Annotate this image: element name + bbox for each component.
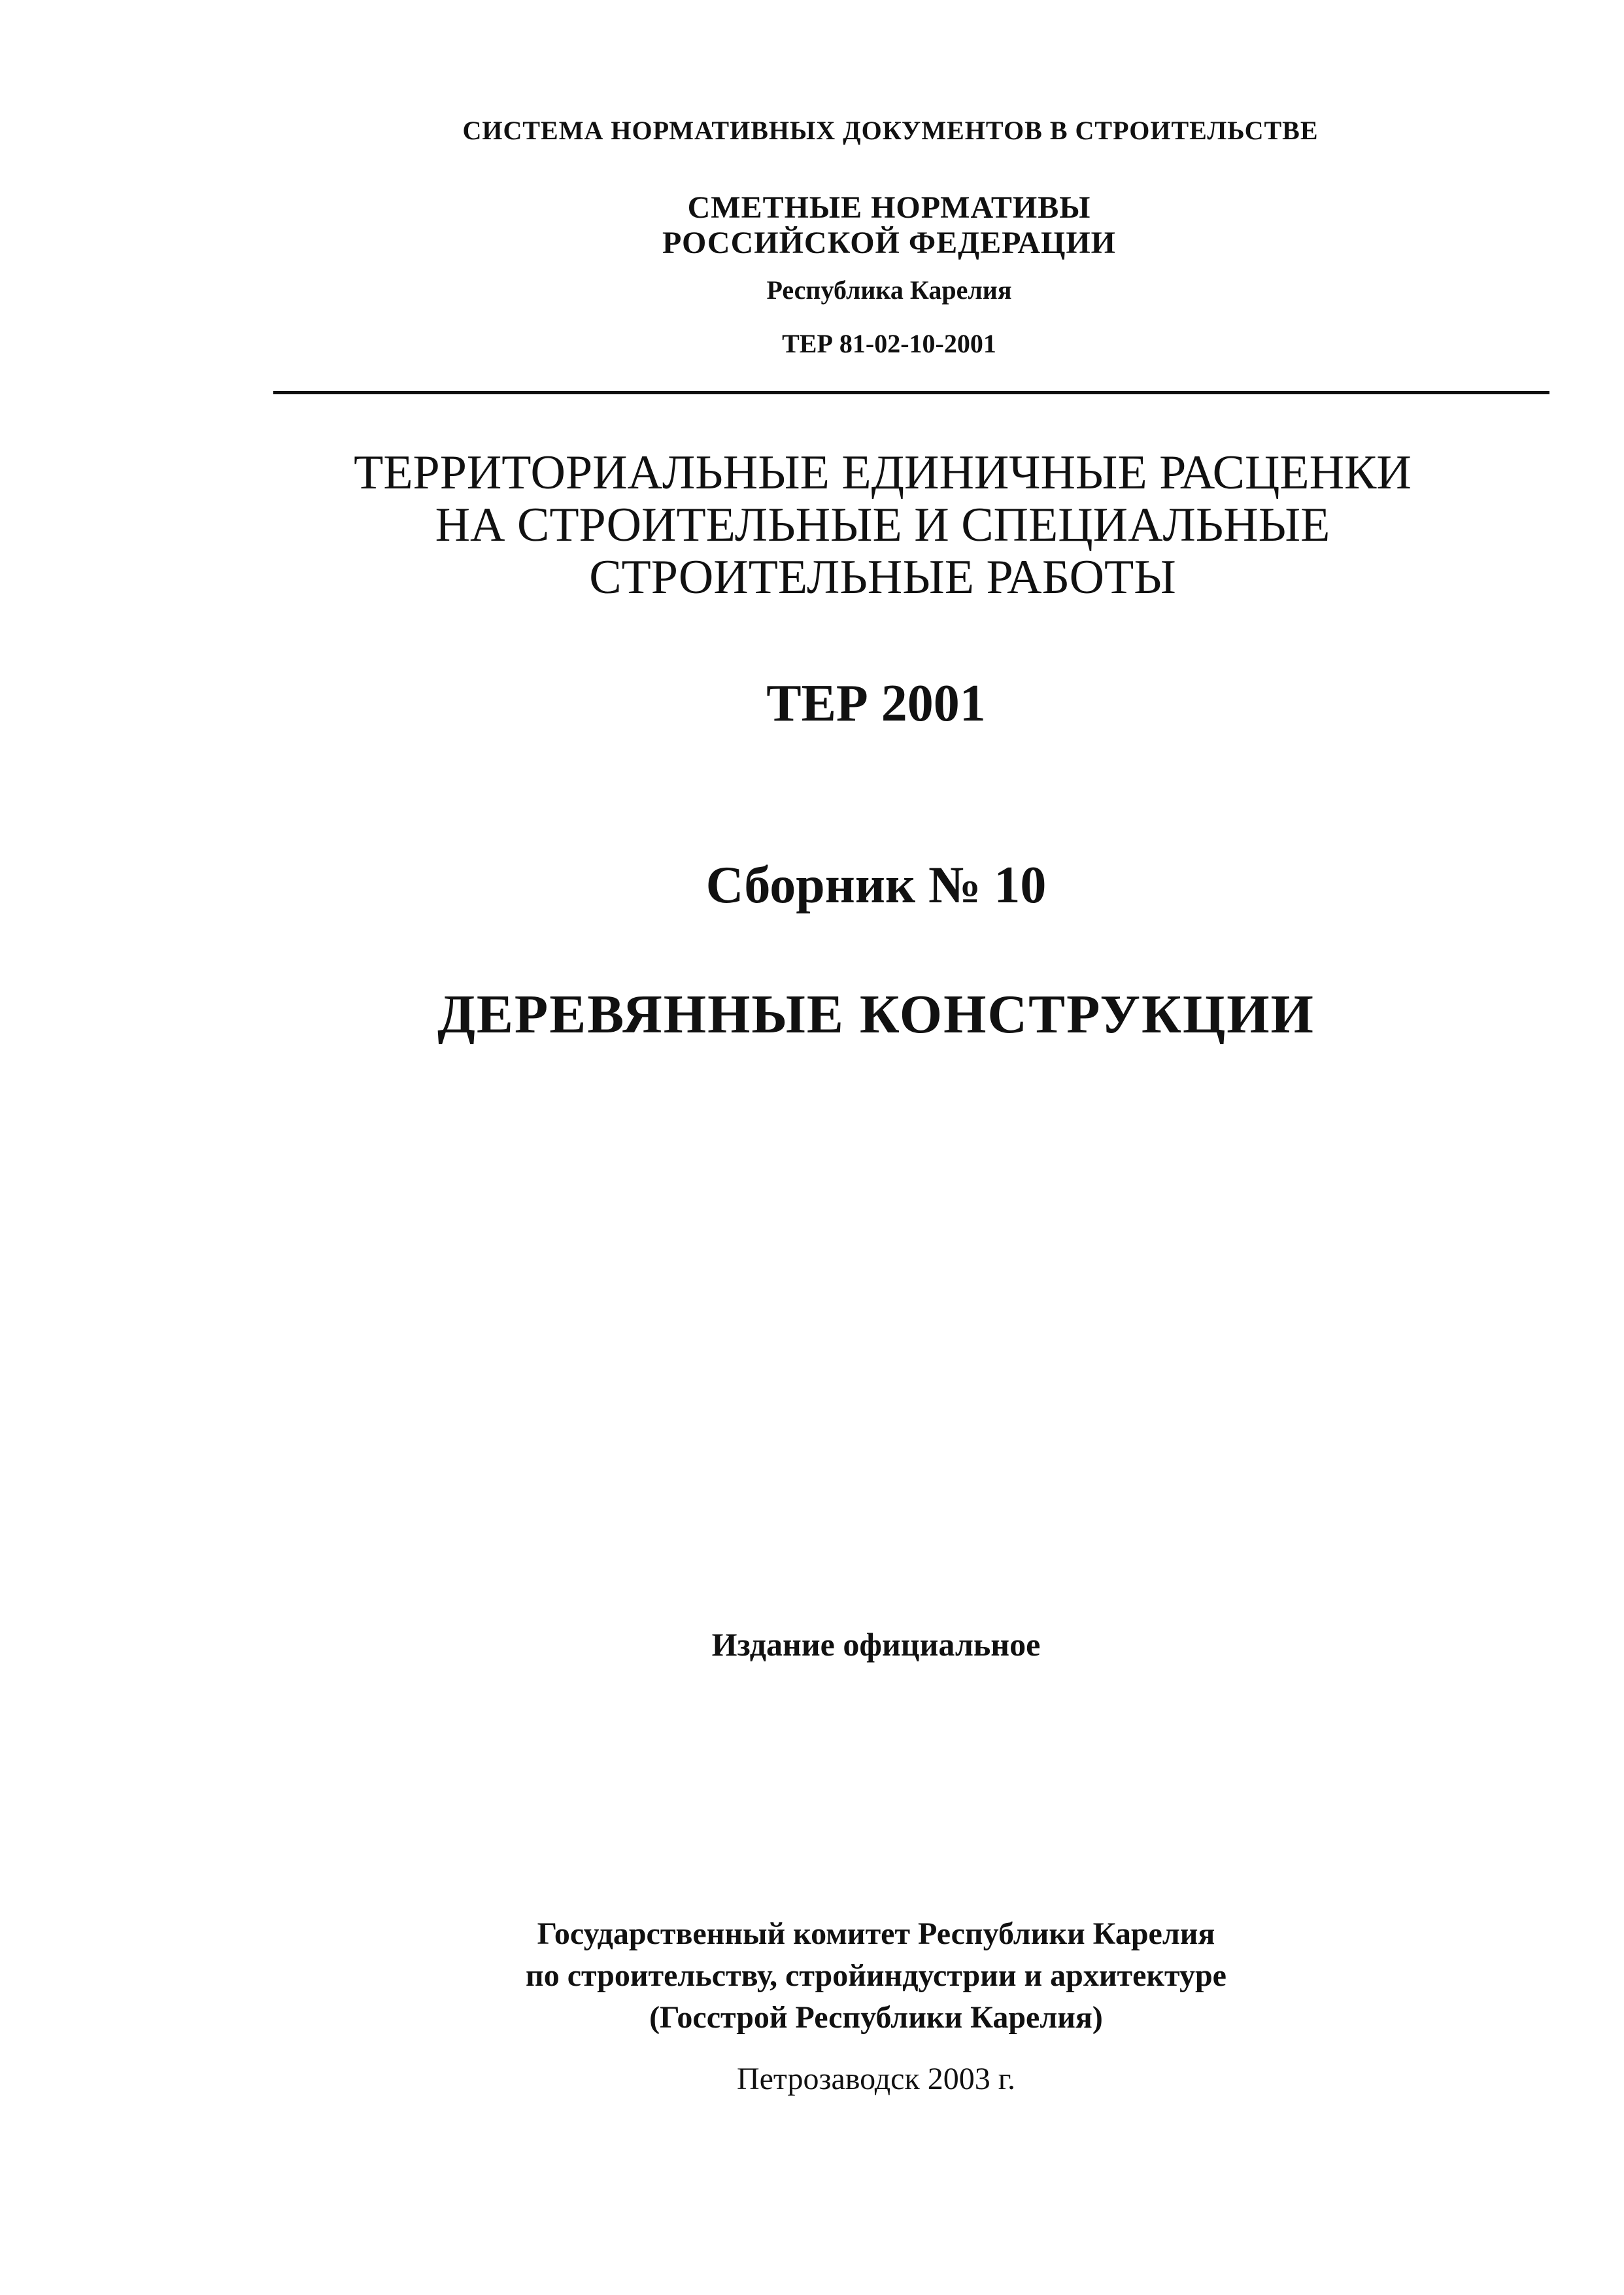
document-code: ТЕР 81-02-10-2001 (782, 329, 996, 358)
norms-title-line-1: СМЕТНЫЕ НОРМАТИВЫ (687, 190, 1091, 225)
header-divider (273, 391, 1549, 394)
series-title: СИСТЕМА НОРМАТИВНЫХ ДОКУМЕНТОВ В СТРОИТЕЛЬСТВЕ (462, 116, 1319, 145)
publisher-line-3: (Госстрой Республики Карелия) (649, 2000, 1103, 2035)
edition-label: Издание официальное (711, 1626, 1041, 1663)
publisher-line-1: Государственный комитет Республики Карелия (537, 1916, 1215, 1951)
publisher-line-2: по строительству, стройиндустрии и архитектуре (526, 1958, 1226, 1993)
main-title-line-2: НА СТРОИТЕЛЬНЫЕ И СПЕЦИАЛЬНЫЕ (435, 498, 1330, 552)
main-title-line-3: СТРОИТЕЛЬНЫЕ РАБОТЫ (589, 551, 1176, 604)
publication-place-year: Петрозаводск 2003 г. (736, 2062, 1016, 2096)
collection-number: Сборник № 10 (705, 857, 1047, 914)
main-title-line-1: ТЕРРИТОРИАЛЬНЫЕ ЕДИНИЧНЫЕ РАСЦЕНКИ (354, 446, 1412, 500)
region-name: Республика Карелия (766, 275, 1012, 305)
norms-title-line-2: РОССИЙСКОЙ ФЕДЕРАЦИИ (662, 226, 1117, 260)
collection-subject: ДЕРЕВЯННЫЕ КОНСТРУКЦИИ (437, 984, 1315, 1045)
short-title: ТЕР 2001 (766, 675, 986, 732)
